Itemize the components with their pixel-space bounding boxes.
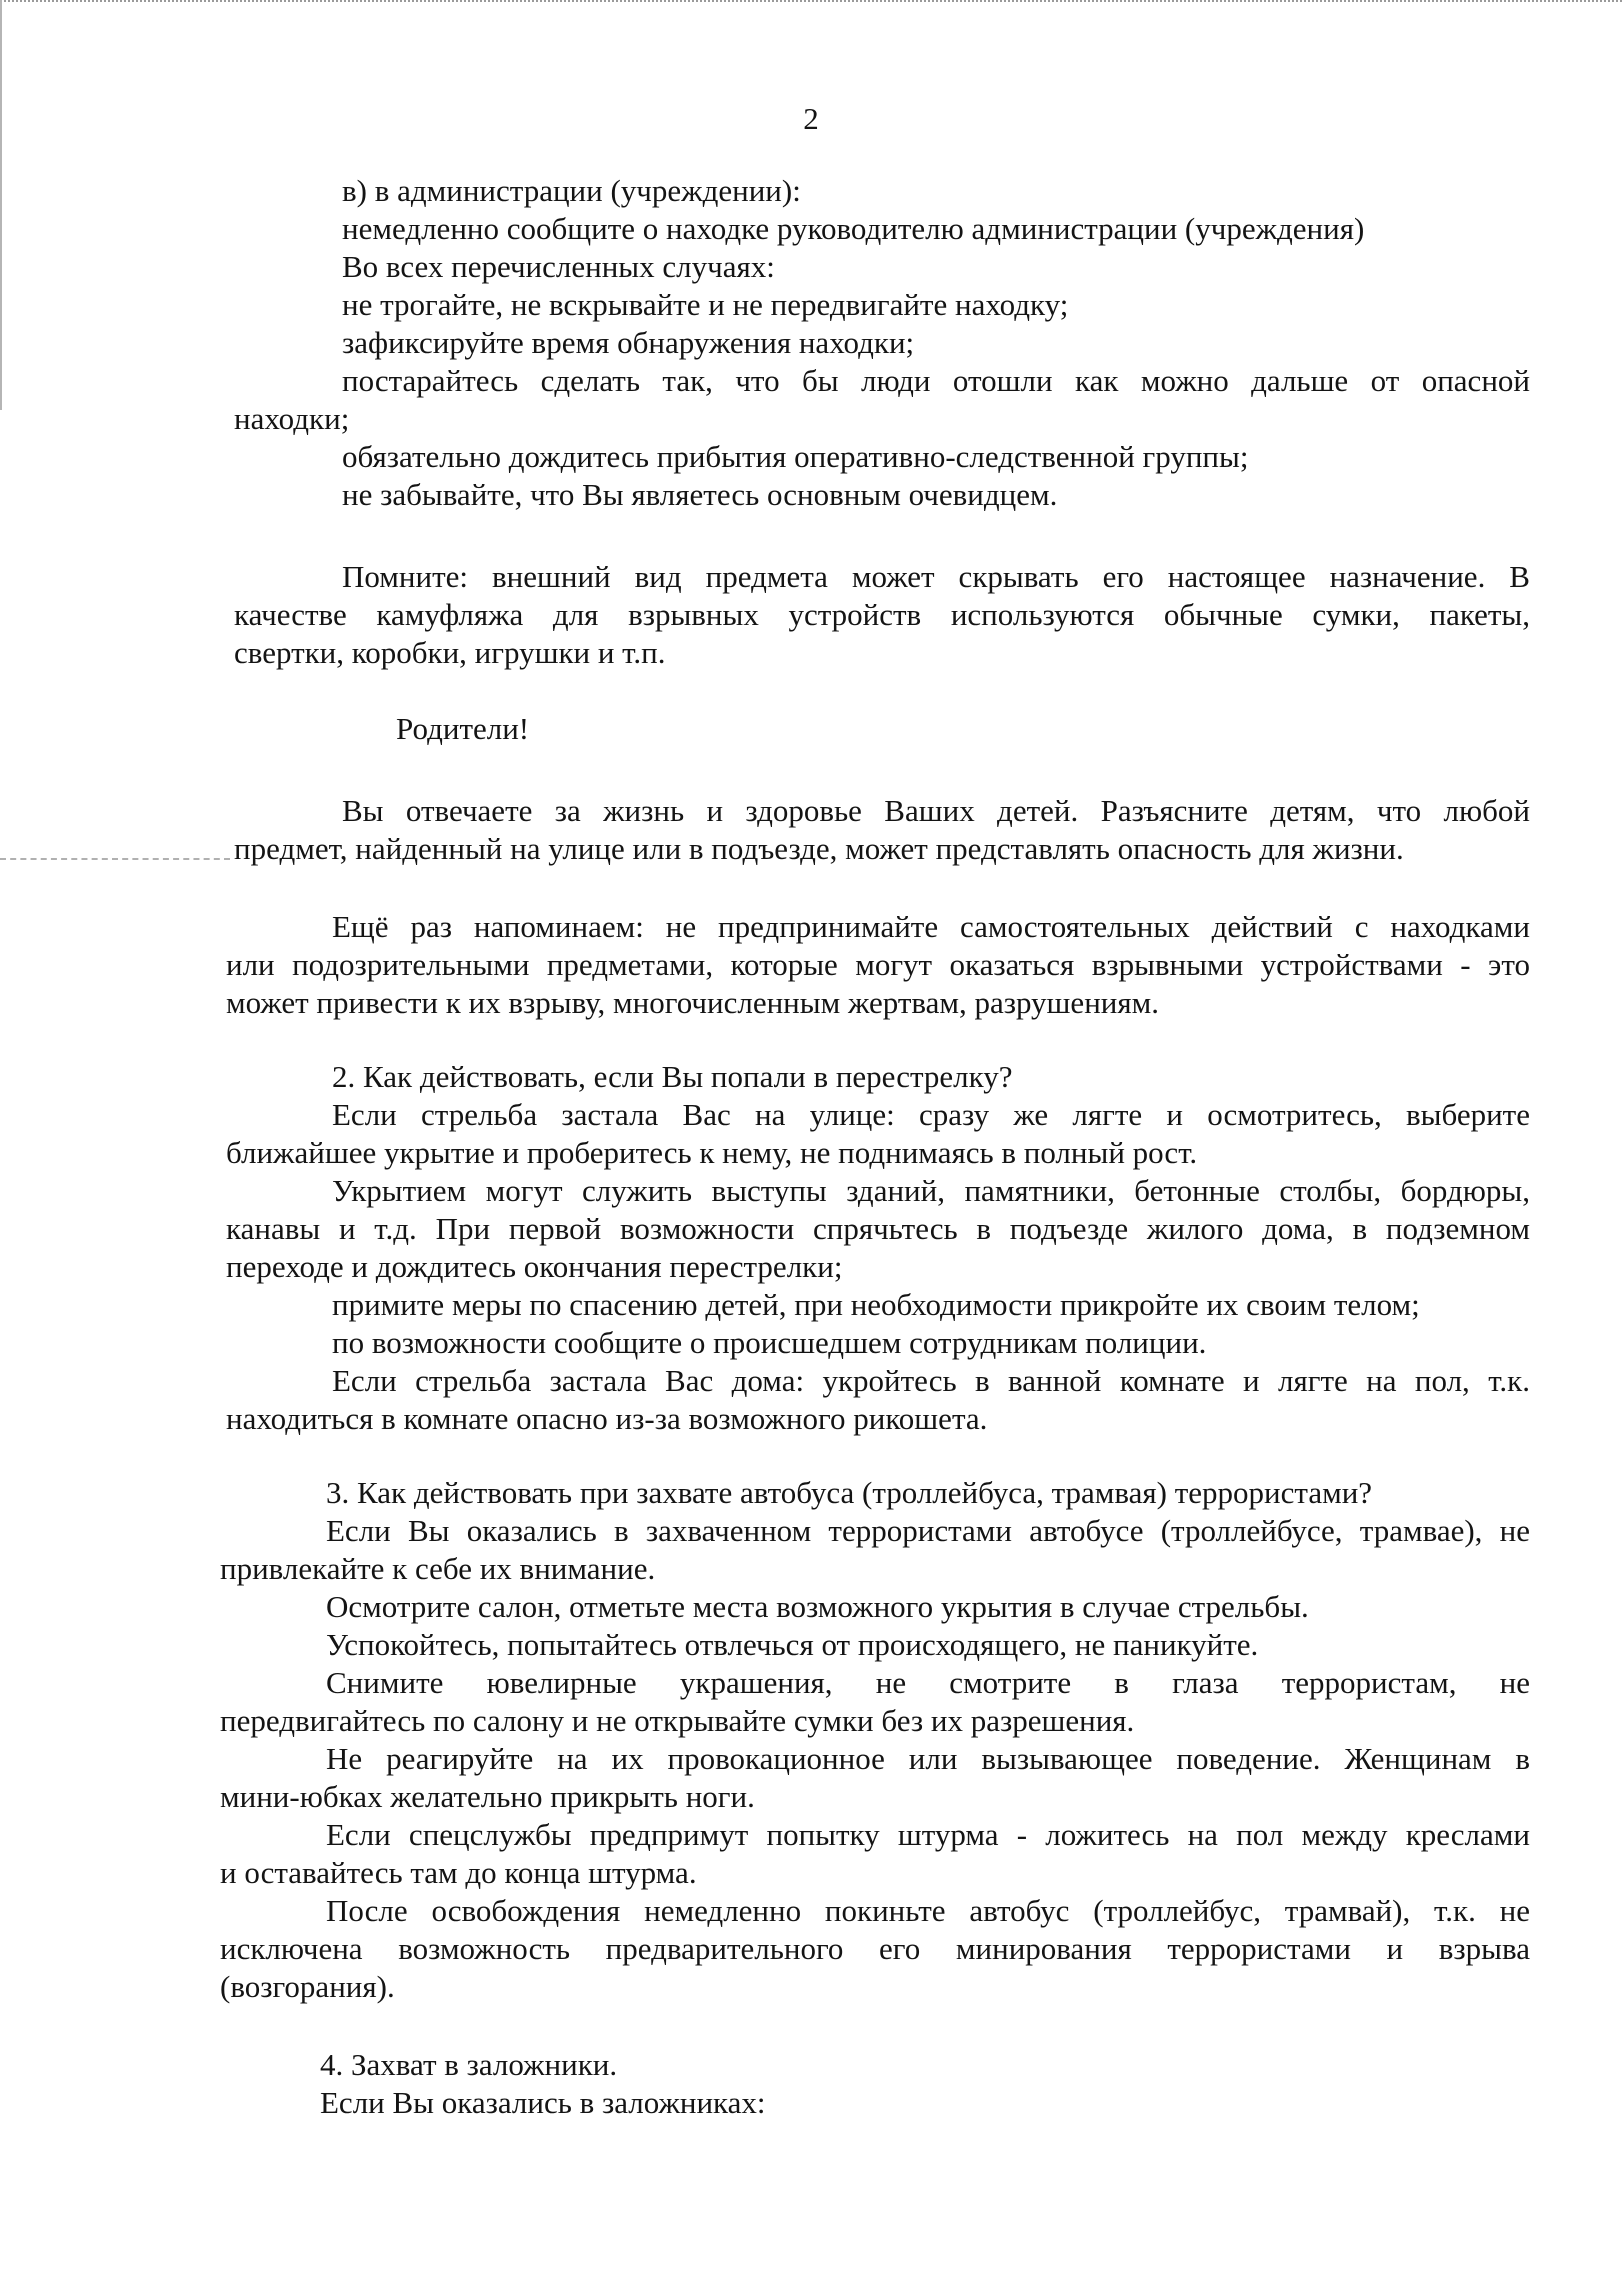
text-line: находки; xyxy=(234,401,350,436)
text-line: по возможности сообщите о происшедшем сотрудникам полиции. xyxy=(332,1325,1207,1360)
scan-artifact-dash xyxy=(0,858,230,860)
text-line: в) в администрации (учреждении): xyxy=(342,173,801,208)
text-line: качестве камуфляжа для взрывных устройств используются обычные сумки, пакеты, xyxy=(234,597,1530,632)
text-line: Во всех перечисленных случаях: xyxy=(342,249,775,284)
text-line: находиться в комнате опасно из-за возможного рикошета. xyxy=(226,1401,988,1436)
text-line: мини-юбках желательно прикрыть ноги. xyxy=(220,1779,755,1814)
text-line: Если стрельба застала Вас дома: укройтесь в ванной комнате и лягте на пол, т.к. xyxy=(332,1363,1530,1398)
text-line: свертки, коробки, игрушки и т.п. xyxy=(234,635,666,670)
text-line: Если Вы оказались в заложниках: xyxy=(320,2085,766,2120)
text-line: Родители! xyxy=(396,711,530,746)
text-line: Вы отвечаете за жизнь и здоровье Ваших детей. Разъясните детям, что любой xyxy=(342,793,1530,828)
text-line: (возгорания). xyxy=(220,1969,395,2004)
text-line: канавы и т.д. При первой возможности спрячьтесь в подъезде жилого дома, в подземном xyxy=(226,1211,1530,1246)
text-line: может привести к их взрыву, многочисленным жертвам, разрушениям. xyxy=(226,985,1159,1020)
text-line: Если Вы оказались в захваченном террористами автобусе (троллейбусе, трамвае), не xyxy=(326,1513,1530,1548)
text-line: Не реагируйте на их провокационное или вызывающее поведение. Женщинам в xyxy=(326,1741,1530,1776)
text-line: Помните: внешний вид предмета может скрывать его настоящее назначение. В xyxy=(342,559,1530,594)
text-line: немедленно сообщите о находке руководителю администрации (учреждения) xyxy=(342,211,1365,246)
text-line: постарайтесь сделать так, что бы люди отошли как можно дальше от опасной xyxy=(342,363,1530,398)
page-number: 2 xyxy=(803,101,819,136)
text-line: примите меры по спасению детей, при необходимости прикройте их своим телом; xyxy=(332,1287,1420,1322)
text-line: привлекайте к себе их внимание. xyxy=(220,1551,656,1586)
text-line: Снимите ювелирные украшения, не смотрите в глаза террористам, не xyxy=(326,1665,1530,1700)
text-line: 4. Захват в заложники. xyxy=(320,2047,618,2082)
scan-edge-top xyxy=(0,0,1622,5)
text-line: Если стрельба застала Вас на улице: сразу же лягте и осмотритесь, выберите xyxy=(332,1097,1530,1132)
text-line: исключена возможность предварительного его минирования террористами и взрыва xyxy=(220,1931,1530,1966)
text-line: передвигайтесь по салону и не открывайте сумки без их разрешения. xyxy=(220,1703,1135,1738)
text-line: обязательно дождитесь прибытия оперативно-следственной группы; xyxy=(342,439,1249,474)
text-line: не забывайте, что Вы являетесь основным очевидцем. xyxy=(342,477,1058,512)
text-line: Успокойтесь, попытайтесь отвлечься от происходящего, не паникуйте. xyxy=(326,1627,1259,1662)
text-line: переходе и дождитесь окончания перестрелки; xyxy=(226,1249,843,1284)
text-line: Ещё раз напоминаем: не предпринимайте самостоятельных действий с находками xyxy=(332,909,1530,944)
text-line: 3. Как действовать при захвате автобуса (троллейбуса, трамвая) террористами? xyxy=(326,1475,1373,1510)
text-line: или подозрительными предметами, которые могут оказаться взрывными устройствами - это xyxy=(226,947,1530,982)
text-line: Осмотрите салон, отметьте места возможного укрытия в случае стрельбы. xyxy=(326,1589,1309,1624)
text-line: ближайшее укрытие и проберитесь к нему, не поднимаясь в полный рост. xyxy=(226,1135,1198,1170)
text-line: предмет, найденный на улице или в подъезде, может представлять опасность для жизни. xyxy=(234,831,1404,866)
text-line: не трогайте, не вскрывайте и не передвигайте находку; xyxy=(342,287,1069,322)
text-line: и оставайтесь там до конца штурма. xyxy=(220,1855,697,1890)
text-line: Укрытием могут служить выступы зданий, памятники, бетонные столбы, бордюры, xyxy=(332,1173,1530,1208)
scan-edge-left xyxy=(0,0,2,410)
text-line: зафиксируйте время обнаружения находки; xyxy=(342,325,915,360)
text-line: Если спецслужбы предпримут попытку штурма - ложитесь на пол между креслами xyxy=(326,1817,1530,1852)
text-line: 2. Как действовать, если Вы попали в перестрелку? xyxy=(332,1059,1013,1094)
text-line: После освобождения немедленно покиньте автобус (троллейбус, трамвай), т.к. не xyxy=(326,1893,1530,1928)
